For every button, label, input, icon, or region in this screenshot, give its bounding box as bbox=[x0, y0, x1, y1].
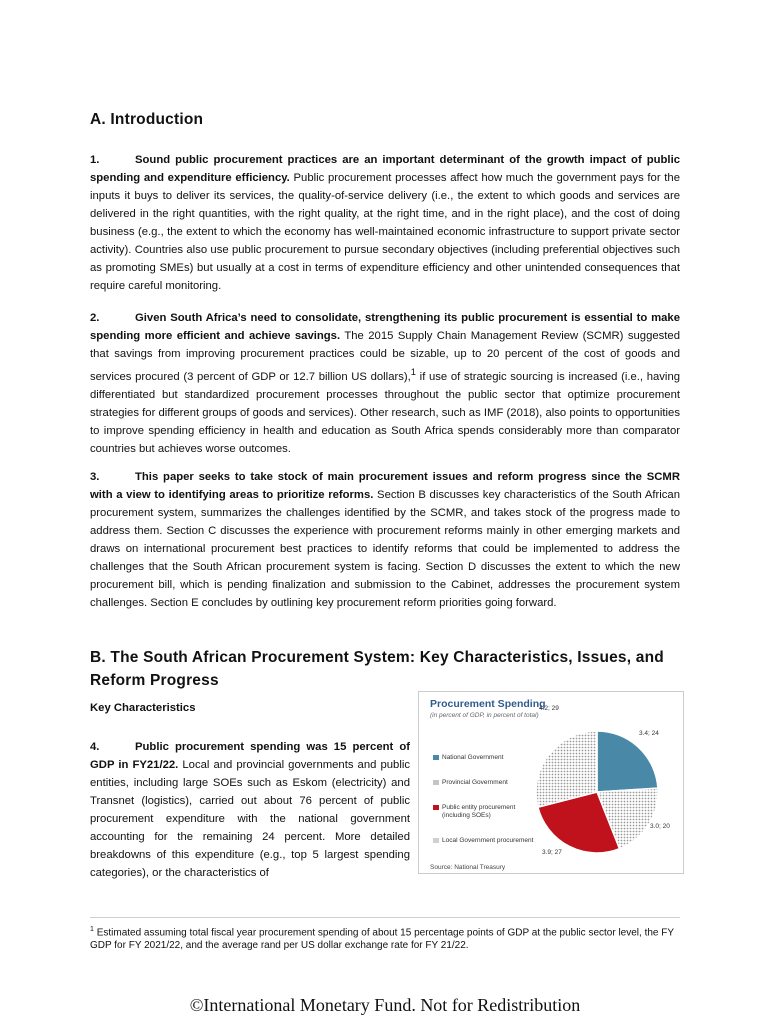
paragraph-number: 3. bbox=[90, 471, 100, 483]
procurement-spending-figure bbox=[418, 691, 684, 874]
legend-swatch bbox=[433, 755, 439, 760]
paragraph-4 bbox=[90, 738, 410, 882]
footnote-divider bbox=[90, 917, 680, 918]
paragraph-number: 1. bbox=[90, 154, 100, 166]
legend-item bbox=[433, 837, 543, 845]
chart-subtitle: (in percent of GDP, in percent of total) bbox=[430, 712, 539, 719]
paragraph-lead: Public procurement spending was 15 percent of GDP in FY21/22. bbox=[90, 741, 410, 771]
paragraph-3 bbox=[90, 468, 680, 612]
slice-label-national: 3.4; 24 bbox=[639, 730, 659, 737]
section-a-heading: A. Introduction bbox=[90, 111, 204, 128]
paragraph-body: Section B discusses key characteristics of the South African procurement system, summarizes the challenges identified by the SCMR, and takes stock of the progress made to address them. Section C discusses the experience with procurement reforms mainly in other emerging markets and draws on international procurement best practices to identify reforms that could be implemented to address the challenges that the South African procurement system is facing. Section D discusses the extent to which the new procurement bill, which is pending finalization and submission to the Cabinet, addresses the procurement system challenges. Section E concludes by outlining key procurement reform priorities going forward. bbox=[90, 489, 680, 609]
legend-swatch bbox=[433, 838, 439, 843]
paragraph-lead: This paper seeks to take stock of main procurement issues and reform progress since the SCMR with a view to identifying areas to prioritize reforms. bbox=[90, 471, 680, 501]
paragraph-body: Local and provincial governments and public entities, including large SOEs such as Eskom (electricity) and Transnet (logistics), carried out about 76 percent of public procurement expenditure with the national government accounting for the remaining 24 percent. More detailed breakdowns of this expenditure (e.g., top 5 largest spending categories), or the characteristics of bbox=[90, 759, 411, 879]
legend-item bbox=[433, 804, 543, 820]
slice-label-local: 4.2; 29 bbox=[539, 705, 559, 712]
section-b-heading: B. The South African Procurement System: Key Characteristics, Issues, and Reform Progress bbox=[90, 649, 664, 689]
slice-label-provincial: 3.0; 20 bbox=[650, 823, 670, 830]
paragraph-2 bbox=[90, 309, 680, 458]
legend-swatch bbox=[433, 780, 439, 785]
chart-source: Source: National Treasury bbox=[430, 864, 506, 871]
slice-label-public-entity: 3.9; 27 bbox=[542, 849, 562, 856]
footnote-text: Estimated assuming total fiscal year procurement spending of about 15 percentage points of GDP at the public sector level, the FY GDP for FY 2021/22, and the average rand per US dollar exchange rate for FY 21/22. bbox=[90, 927, 674, 952]
paragraph-1 bbox=[90, 151, 680, 295]
legend-label: Provincial Government bbox=[442, 779, 508, 786]
footnote bbox=[90, 923, 685, 952]
pie-slice-national bbox=[597, 731, 658, 792]
paragraph-body: The 2015 Supply Chain Management Review (SCMR) suggested that savings from improving procurement practices could be sizable, up to 20 percent of the cost of goods and services procured (3 percent of GDP or 12.7 billion US dollars), bbox=[90, 330, 680, 383]
footnote-mark[interactable]: 1 bbox=[410, 366, 417, 377]
paragraph-body-continued: if use of strategic sourcing is increased (i.e., having differentiated but standardized procurement processes throughout the public sector that optimize procurement strategies for different groups of goods and services). Other research, such as IMF (2018), also points to opportunities to improve spending efficiency in health and education as South Africa spends considerably more than comparator countries but achieves worse outcomes. bbox=[90, 370, 681, 455]
chart-title: Procurement Spending bbox=[430, 698, 546, 710]
legend-label: Public entity procurement (including SOEs) bbox=[442, 804, 516, 819]
paragraph-lead: Given South Africa’s need to consolidate, strengthening its public procurement is essential to make spending more efficient and achieve savings. bbox=[90, 312, 680, 342]
legend-label: Local Government procurement bbox=[442, 837, 534, 844]
paragraph-body: Public procurement processes affect how much the government pays for the inputs it buys to deliver its services, the quality-of-service delivery (i.e., the extent to which goods and services are delivered in the right quantities, with the right quality, at the right time, and in the right place), and the cost of doing business (e.g., the extent to which the economy has well-maintained economic infrastructure to support private sector activity). Countries also use public procurement to pursue secondary objectives (including preferential objectives such as promoting SMEs) but usually at a cost in terms of expenditure efficiency and other unintended consequences that require careful monitoring. bbox=[90, 172, 681, 292]
legend-item bbox=[433, 754, 543, 762]
subheading-key-characteristics: Key Characteristics bbox=[90, 702, 196, 714]
paragraph-number: 2. bbox=[90, 312, 100, 324]
page-footer: ©International Monetary Fund. Not for Redistribution bbox=[189, 995, 581, 1015]
legend-label: National Government bbox=[442, 754, 504, 761]
legend-swatch bbox=[433, 805, 439, 810]
legend-item bbox=[433, 779, 543, 787]
footnote-number: 1 bbox=[90, 926, 94, 933]
chart-legend bbox=[433, 754, 543, 862]
paragraph-lead: Sound public procurement practices are an important determinant of the growth impact of public spending and expenditure efficiency. bbox=[90, 154, 680, 184]
paragraph-number: 4. bbox=[90, 741, 100, 753]
